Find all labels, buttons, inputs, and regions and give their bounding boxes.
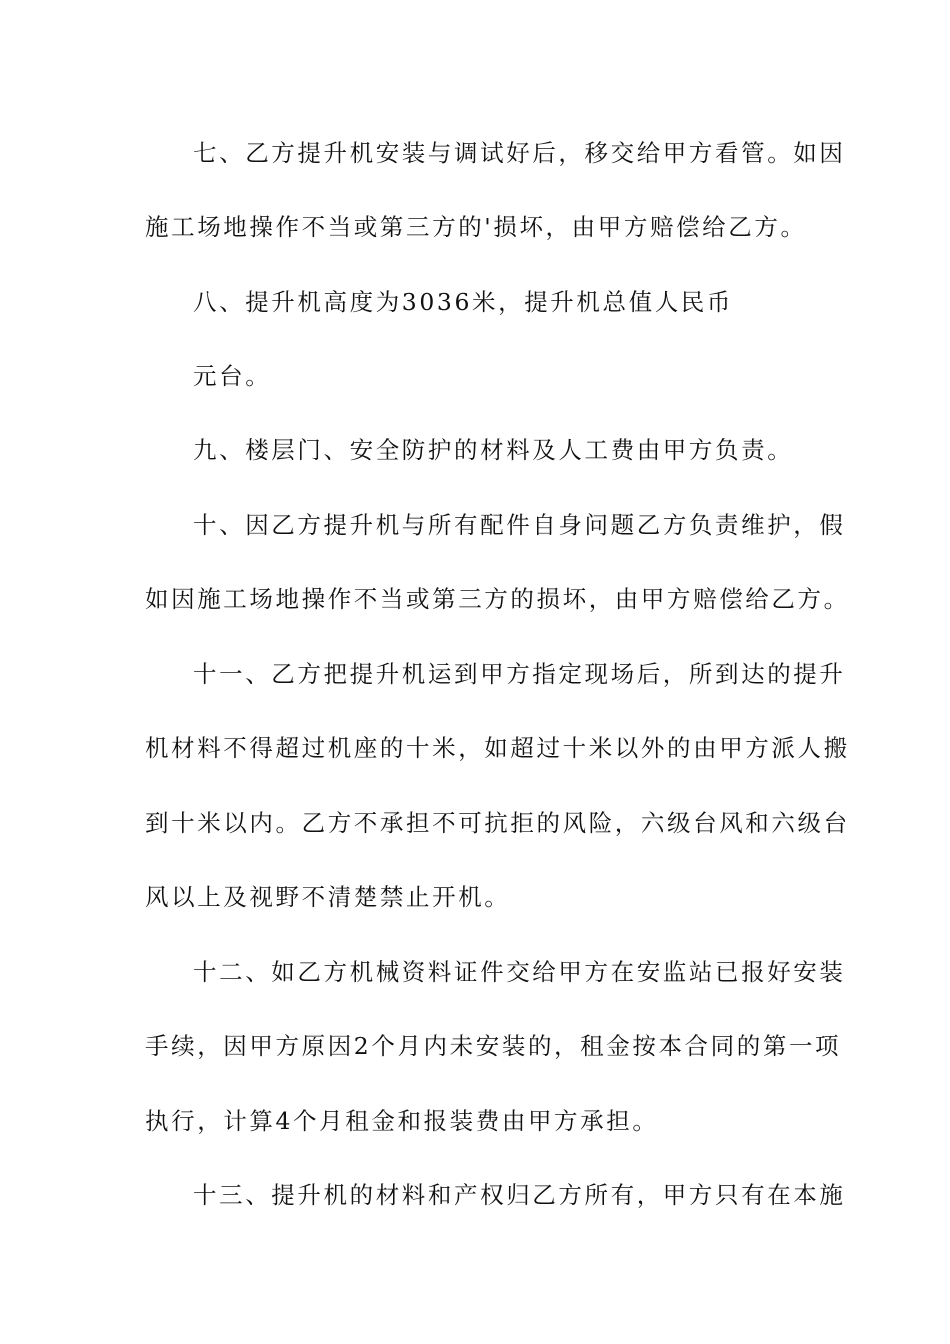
text-line: 机材料不得超过机座的十米，如超过十米以外的由甲方派人搬 — [145, 734, 850, 762]
text-line: 七、乙方提升机安装与调试好后，移交给甲方看管。如因 — [193, 139, 846, 167]
text-line: 十、因乙方提升机与所有配件自身问题乙方负责维护，假 — [193, 511, 846, 539]
text-line: 十一、乙方把提升机运到甲方指定现场后，所到达的提升 — [193, 660, 846, 688]
text-line: 风以上及视野不清楚禁止开机。 — [145, 883, 511, 911]
text-line: 八、提升机高度为3036米，提升机总值人民币 — [193, 288, 734, 316]
text-line: 施工场地操作不当或第三方的'损坏，由甲方赔偿给乙方。 — [145, 213, 807, 241]
text-line: 到十米以内。乙方不承担不可抗拒的风险，六级台风和六级台 — [145, 809, 850, 837]
text-line: 手续，因甲方原因2个月内未安装的，租金按本合同的第一项 — [145, 1032, 842, 1060]
text-line: 元台。 — [193, 362, 272, 390]
text-line: 如因施工场地操作不当或第三方的损坏，由甲方赔偿给乙方。 — [145, 585, 850, 613]
text-line: 十三、提升机的材料和产权归乙方所有，甲方只有在本施 — [193, 1181, 846, 1209]
text-line: 九、楼层门、安全防护的材料及人工费由甲方负责。 — [193, 436, 794, 464]
text-line: 执行，计算4个月租金和报装费由甲方承担。 — [145, 1107, 659, 1135]
text-line: 十二、如乙方机械资料证件交给甲方在安监站已报好安装 — [193, 958, 846, 986]
